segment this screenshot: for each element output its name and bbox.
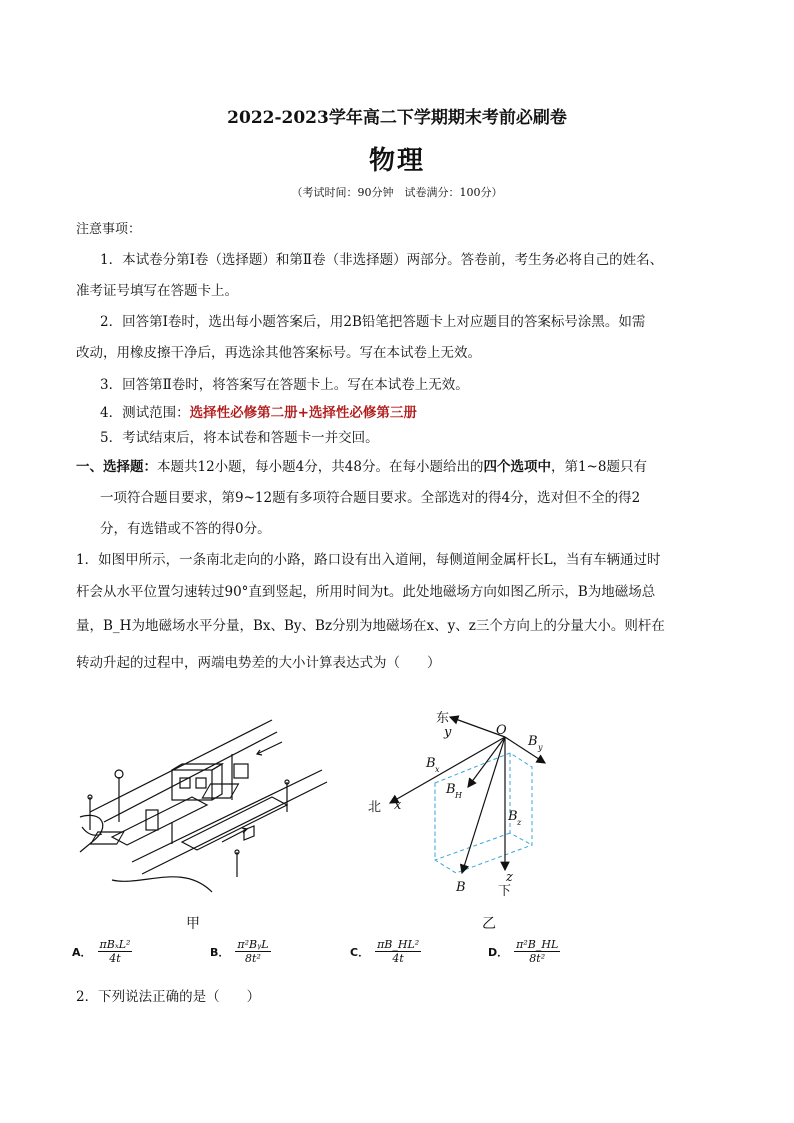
- section-1-line-2: 一项符合题目要求，第9~12题有多项符合题目要求。全部选对的得4分，选对但不全的得2: [100, 490, 641, 506]
- figure-jia-road-gate: [72, 712, 332, 902]
- q2-stem: 2．下列说法正确的是（ ）: [76, 989, 261, 1005]
- By-label: B: [528, 734, 538, 749]
- section-1-title: 一、选择题：: [76, 459, 157, 475]
- option-b-formula: [235, 938, 270, 965]
- B-label: B: [456, 880, 466, 895]
- section-1-text-d: ，第1~8题只有: [550, 459, 647, 475]
- option-d-numerator: π²B_HL: [516, 938, 559, 951]
- notice-item-2b: 改动，用橡皮擦干净后，再选涂其他答案标号。写在本试卷上无效。: [76, 345, 481, 361]
- option-b-denominator: 8t²: [245, 952, 261, 965]
- BH-subscript: H: [455, 791, 462, 800]
- exam-time-info: （考试时间：90分钟 试卷满分：100分）: [291, 186, 503, 199]
- option-a-formula: [98, 938, 133, 965]
- notice-item-5: 5．考试结束后，将本试卷和答题卡一并交回。: [100, 430, 379, 446]
- Bx-subscript: x: [435, 765, 440, 774]
- option-d-label: D．: [488, 945, 509, 959]
- notice-heading: 注意事项：: [76, 222, 142, 237]
- east-label: 东: [436, 711, 450, 726]
- exam-title: 2022-2023学年高二下学期期末考前必刷卷: [227, 108, 567, 128]
- notice-item-4: [100, 401, 750, 421]
- origin-label: O: [496, 723, 507, 738]
- x-axis-label: x: [394, 798, 402, 813]
- option-c-numerator: πB_HL²: [377, 938, 420, 951]
- option-c[interactable]: [350, 938, 421, 965]
- section-1-line-1: [76, 455, 726, 475]
- option-c-denominator: 4t: [392, 952, 404, 965]
- caption-yi: 乙: [482, 916, 496, 932]
- caption-jia: 甲: [186, 916, 200, 932]
- option-b[interactable]: [210, 938, 271, 965]
- down-label: 下: [498, 884, 512, 899]
- section-1-text-a: 本题共12小题，每小题4分，共48分。: [157, 459, 389, 475]
- option-a-label: A．: [72, 945, 92, 959]
- Bz-subscript: z: [517, 818, 522, 827]
- subject-title: 物理: [368, 146, 425, 176]
- section-1-line-3: 分，有选错或不答的得0分。: [100, 521, 271, 537]
- option-d[interactable]: [488, 938, 560, 965]
- Bz-label: B: [508, 809, 518, 824]
- test-scope: 选择性必修第二册+选择性必修第三册: [189, 405, 417, 421]
- option-a-numerator: πBₓL²: [99, 938, 131, 951]
- north-label: 北: [368, 800, 382, 815]
- notice-item-4-prefix: 4．测试范围：: [100, 405, 190, 421]
- q1-line-1: 1．如图甲所示，一条南北走向的小路，路口设有出入道闸，每侧道闸金属杆长L，当有车辆通过时: [76, 552, 661, 568]
- notice-item-2a: 2．回答第Ⅰ卷时，选出每小题答案后，用2B铅笔把答题卡上对应题目的答案标号涂黑。如需: [100, 314, 646, 330]
- option-c-formula: [375, 938, 421, 965]
- figure-yi-magnetic-field: [360, 705, 560, 900]
- q1-line-2: 杆会从水平位置匀速转过90°直到竖起，所用时间为t。此处地磁场方向如图乙所示，B为地磁场总: [76, 584, 656, 600]
- section-1-text-c: 四个选项中: [483, 459, 551, 475]
- By-subscript: y: [538, 743, 543, 752]
- option-b-numerator: π²BᵧL: [237, 938, 269, 951]
- notice-item-1a: 1．本试卷分第Ⅰ卷（选择题）和第Ⅱ卷（非选择题）两部分。答卷前，考生务必将自己的姓名、: [100, 252, 664, 268]
- option-b-label: B．: [210, 945, 230, 959]
- option-a[interactable]: [72, 938, 132, 965]
- notice-item-3: 3．回答第Ⅱ卷时，将答案写在答题卡上。写在本试卷上无效。: [100, 377, 469, 393]
- q1-line-4: 转动升起的过程中，两端电势差的大小计算表达式为（ ）: [76, 655, 441, 671]
- option-d-denominator: 8t²: [529, 952, 546, 965]
- z-axis-label: z: [506, 870, 513, 885]
- section-1-text-b: 在每小题给出的: [388, 459, 484, 475]
- y-axis-label: y: [444, 725, 452, 740]
- q1-line-3: 量，B_H为地磁场水平分量，Bx、By、Bz分别为地磁场在x、y、z三个方向上的分量大小。则杆在: [76, 618, 665, 634]
- option-d-formula: [514, 938, 560, 965]
- notice-item-1b: 准考证号填写在答题卡上。: [76, 283, 238, 299]
- Bx-label: B: [426, 756, 436, 771]
- BH-label: B: [446, 782, 456, 797]
- option-a-denominator: 4t: [109, 952, 121, 965]
- option-c-label: C．: [350, 945, 370, 959]
